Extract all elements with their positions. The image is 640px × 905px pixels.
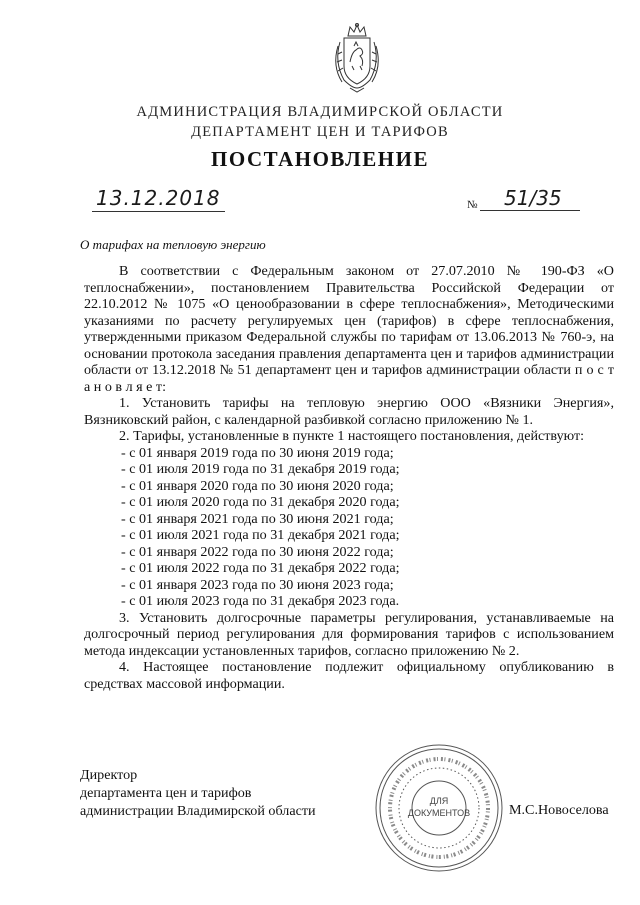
- seal-text-line1: ДЛЯ: [429, 796, 449, 806]
- document-date: 13.12.2018: [92, 186, 225, 212]
- signer-department: департамента цен и тарифов: [80, 785, 252, 801]
- round-seal-icon: [373, 742, 505, 874]
- document-subject: О тарифах на тепловую энергию: [80, 237, 266, 252]
- period-item: - с 01 июля 2020 года по 31 декабря 2020 года;: [121, 494, 400, 510]
- intro-paragraph: В соответствии с Федеральным законом от 27.07.2010 № 190-ФЗ «О теплоснабжении», постановлением Правительства Российской Федерации от 22.10.2012 № 1075 «О ценообразовании в сфере теплоснабжения», Методическими указаниями по расчету регулируемых цен (тарифов) в сфере теплоснабжения, утвержденными приказом Федеральной службы по тарифам от 13.06.2013 № 760-э, на основании протокола заседания правления департамента цен и тарифов администрации области от 13.12.2018 № 51 департамент цен и тарифов администрации области п о с т а н о в л я е т:: [84, 263, 614, 395]
- signer-administration: администрации Владимирской области: [80, 803, 316, 819]
- period-item: - с 01 января 2019 года по 30 июня 2019 года;: [121, 444, 394, 461]
- item-3: 3. Установить долгосрочные параметры регулирования, устанавливаемые на долгосрочный период регулирования для формирования тарифов с использованием метода индексации установленных тарифов, согласно приложению № 2.: [84, 609, 614, 659]
- seal-text-line2: ДОКУМЕНТОВ: [407, 808, 471, 818]
- period-item: - с 01 января 2023 года по 30 июня 2023 года;: [121, 576, 394, 593]
- period-item: - с 01 января 2020 года по 30 июня 2020 года;: [121, 477, 394, 494]
- signer-name: М.С.Новоселова: [509, 802, 609, 818]
- coat-of-arms-icon: [330, 22, 384, 94]
- organization-name: АДМИНИСТРАЦИЯ ВЛАДИМИРСКОЙ ОБЛАСТИ: [136, 104, 504, 120]
- document-title: ПОСТАНОВЛЕНИЕ: [211, 147, 429, 171]
- department-name: ДЕПАРТАМЕНТ ЦЕН И ТАРИФОВ: [191, 124, 449, 140]
- number-label: №: [467, 199, 478, 211]
- signature-block: [80, 766, 316, 820]
- period-item: - с 01 января 2021 года по 30 июня 2021 года;: [121, 510, 394, 527]
- period-item: - с 01 января 2022 года по 30 июня 2022 года;: [121, 543, 394, 560]
- item-1: 1. Установить тарифы на тепловую энергию ООО «Вязники Энергия», Вязниковский район, с календарной разбивкой согласно приложению № 1.: [84, 395, 614, 428]
- period-item: - с 01 июля 2021 года по 31 декабря 2021 года;: [121, 527, 400, 543]
- item-2: 2. Тарифы, установленные в пункте 1 настоящего постановления, действуют:: [119, 428, 585, 444]
- item-4: 4. Настоящее постановление подлежит официальному опубликованию в средствах массовой информации.: [84, 659, 614, 692]
- signer-position: Директор: [80, 767, 138, 783]
- period-item: - с 01 июля 2023 года по 31 декабря 2023 года.: [121, 593, 400, 609]
- period-item: - с 01 июля 2019 года по 31 декабря 2019 года;: [121, 461, 400, 477]
- document-body: [84, 263, 614, 692]
- period-item: - с 01 июля 2022 года по 31 декабря 2022 года;: [121, 560, 400, 576]
- document-number: 51/35: [480, 186, 580, 211]
